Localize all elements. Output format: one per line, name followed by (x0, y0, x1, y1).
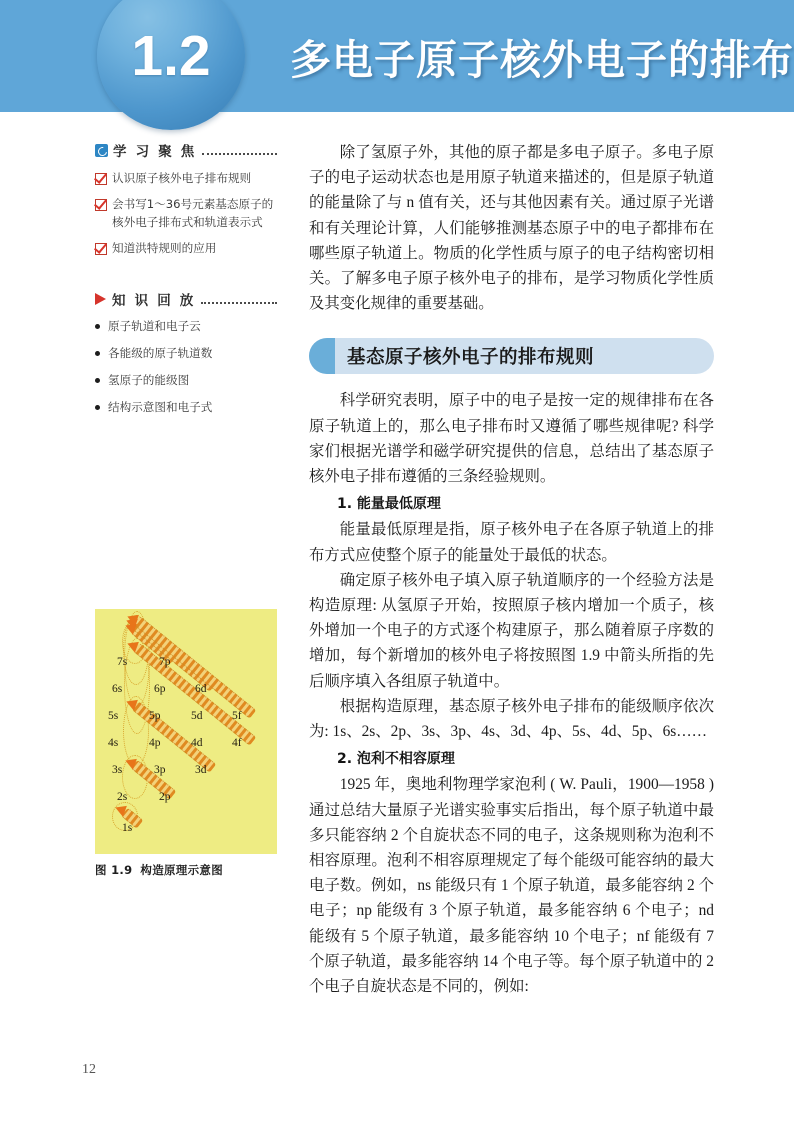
checkmark-icon (95, 243, 107, 255)
orbital-label: 6d (195, 683, 207, 695)
orbital-label: 6p (154, 683, 166, 695)
study-focus-icon (95, 144, 108, 157)
orbital-label: 6s (112, 683, 123, 695)
orbital-label: 2s (117, 791, 128, 803)
checkmark-icon (95, 199, 107, 211)
orbital-label: 3s (112, 764, 123, 776)
page-body (0, 112, 794, 1123)
orbital-label: 7s (117, 656, 128, 668)
list-item (95, 318, 277, 335)
orbital-label: 1s (122, 822, 133, 834)
bullet-icon (95, 378, 100, 383)
page-number: 12 (82, 1062, 96, 1077)
orbital-label: 7p (159, 656, 171, 668)
orbital-label: 5f (232, 710, 242, 722)
main-content (309, 140, 714, 999)
figure-1-9 (95, 609, 277, 878)
orbital-label: 3d (195, 764, 207, 776)
orbital-label: 5p (149, 710, 161, 722)
orbital-label: 5s (108, 710, 119, 722)
knowledge-review-item-label: 结构示意图和电子式 (108, 400, 213, 414)
body-paragraph: 能量最低原理是指，原子核外电子在各原子轨道上的排布方式应使整个原子的能量处于最低的状态。 (309, 521, 714, 564)
orbital-label: 4f (232, 737, 242, 749)
figure-caption (95, 862, 277, 878)
body-paragraph: 1925 年，奥地利物理学家泡利 ( W. Pauli，1900—1958 ) 通过总结大量原子光谱实验事实后指出，每个原子轨道中最多只能容纳 2 个自旋状态不同的电子，这条规则称为泡利不相容原理。泡利不相容原理规定了每个能级可能容纳的最大电子数。例如，ns 能级只有 1 个原子轨道，最多能容纳 2 个电子；np 能级有 3 个原子轨道，最多能容纳 6 个电子；nd 能级有 5 个原子轨道，最多能容纳 10 个电子；nf 能级有 7 个原子轨道，最多能容纳 14 个电子等。每个原子轨道中的 2 个电子自旋状态是不同的，例如: (309, 776, 714, 996)
checkmark-icon (95, 173, 107, 185)
section-heading-label: 基态原子核外电子的排布规则 (347, 347, 595, 369)
bullet-icon (95, 324, 100, 329)
study-focus-item-label: 认识原子核外电子排布规则 (112, 171, 252, 185)
orbital-label: 5d (191, 710, 203, 722)
knowledge-review-heading-label: 知 识 回 放 (112, 293, 196, 309)
aufbau-diagram (95, 609, 277, 854)
subsection-heading: 1. 能量最低原理 (337, 496, 441, 513)
list-item (95, 372, 277, 389)
orbital-label: 3p (154, 764, 166, 776)
body-paragraph: 科学研究表明，原子中的电子是按一定的规律排布在各原子轨道上的，那么电子排布时又遵循了哪些规律呢? 科学家们根据光谱学和磁学研究提供的信息，总结出了基态原子核外电子排布遵循的三条经验规则。 (309, 392, 714, 486)
study-focus-heading-label: 学 习 聚 焦 (113, 144, 197, 160)
knowledge-review-item-label: 各能级的原子轨道数 (108, 346, 213, 360)
page-title: 多电子原子核外电子的排布 (290, 35, 794, 84)
list-item (95, 345, 277, 362)
dotted-rule (202, 141, 278, 155)
dotted-rule (201, 290, 278, 304)
bullet-icon (95, 405, 100, 410)
study-focus-item-label: 知道洪特规则的应用 (112, 241, 217, 255)
body-paragraph: 确定原子核外电子填入原子轨道顺序的一个经验方法是构造原理: 从氢原子开始，按照原子核内增加一个质子，核外增加一个电子的方式逐个构建原子，那么随着原子序数的增加，每个新增加的核外电子将按照图 1.9 中箭头所指的先后顺序填入各组原子轨道中。 (309, 571, 714, 690)
orbital-label: 4d (191, 737, 203, 749)
knowledge-review-heading (95, 289, 277, 309)
aufbau-arrow (133, 616, 256, 719)
list-item (95, 169, 277, 187)
figure-caption-number: 图 1.9 (95, 863, 133, 877)
orbital-label: 2p (159, 791, 171, 803)
knowledge-review-item-label: 氢原子的能级图 (108, 373, 190, 387)
spacer (95, 265, 277, 289)
play-triangle-icon (95, 293, 106, 305)
subsection-heading: 2. 泡利不相容原理 (337, 751, 455, 768)
study-focus-item-label: 会书写1～36号元素基态原子的核外电子排布式和轨道表示式 (112, 197, 274, 229)
list-item (95, 399, 277, 416)
knowledge-review-item-label: 原子轨道和电子云 (108, 319, 201, 333)
orbital-label: 4s (108, 737, 119, 749)
list-item (95, 239, 277, 257)
section-heading-bar (309, 338, 714, 374)
sidebar (95, 140, 277, 426)
bullet-icon (95, 351, 100, 356)
list-item (95, 195, 277, 231)
section-number: 1.2 (131, 24, 211, 88)
chapter-banner (0, 0, 794, 112)
figure-caption-text: 构造原理示意图 (140, 863, 223, 877)
body-paragraph: 根据构造原理，基态原子核外电子排布的能级顺序依次为: 1s、2s、2p、3s、3p、4s、3d、4p、5s、4d、5p、6s…… (309, 697, 714, 741)
intro-paragraph: 除了氢原子外，其他的原子都是多电子原子。多电子原子的电子运动状态也是用原子轨道来描述的，但是原子轨道的能量除了与 n 值有关，还与其他因素有关。通过原子光谱和有关理论计算，人们能够推测基态原子中的电子都排布在哪些原子轨道上。物质的化学性质与原子的电子结构密切相关。了解多电子原子核外电子的排布，是学习物质化学性质及其变化规律的重要基础。 (309, 144, 714, 313)
study-focus-heading (95, 140, 277, 160)
orbital-label: 4p (149, 737, 161, 749)
